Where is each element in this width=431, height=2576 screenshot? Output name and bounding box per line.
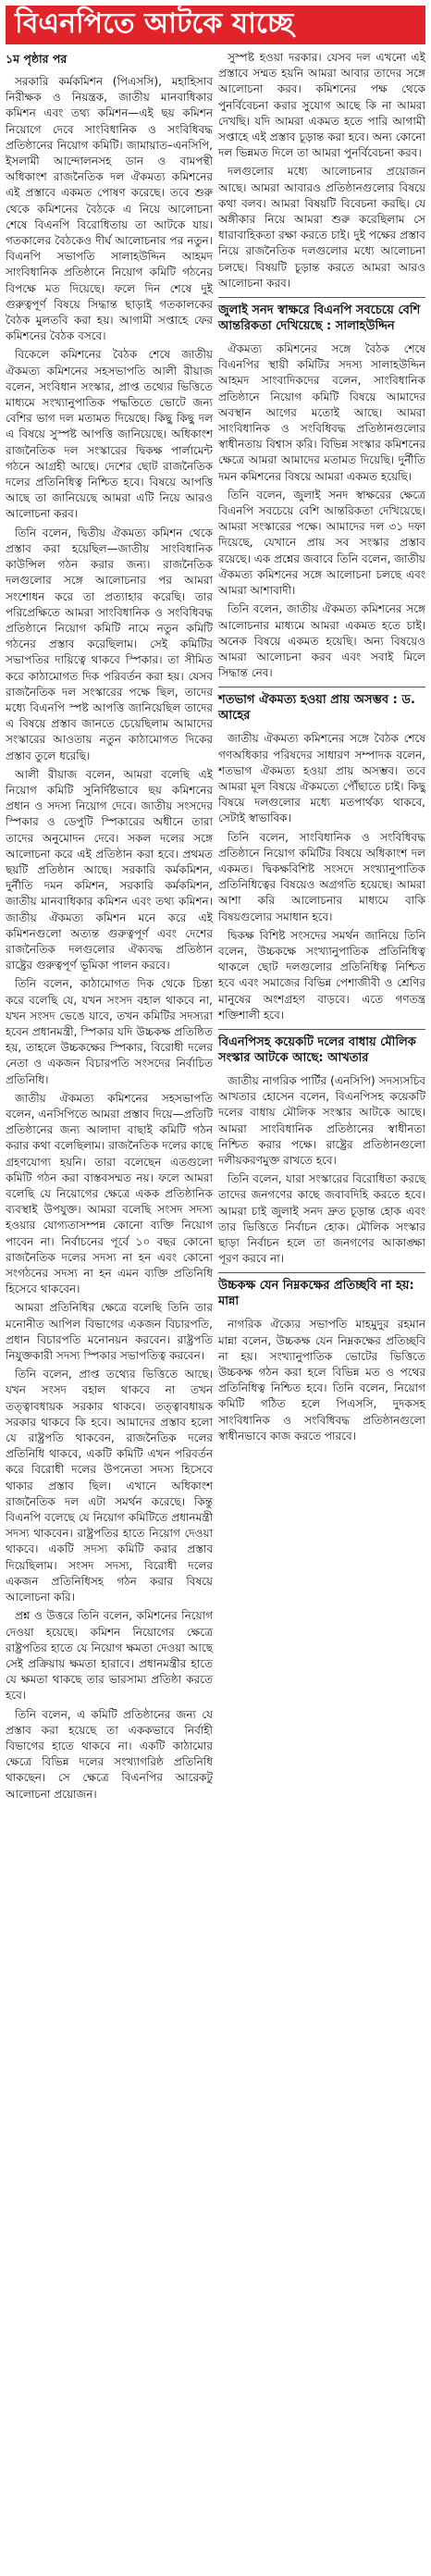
section-subheading-taher <box>218 687 425 727</box>
article-headline: বিএনপিতে আটকে যাচ্ছে <box>6 6 425 44</box>
body-paragraph: প্রশ্ন ও উত্তরে তিনি বলেন, কমিশনের নিয়োগ দেওয়া হয়েছে। কমিশন নিয়োগের ক্ষেত্রে রাষ্ট্রপতির হাতে যে নিয়োগ ক্ষমতা দেওয়া আছে সেই প্রক্রিয়ায় ক্ষমতা হারাবে। প্রধানমন্ত্রীর হাতে যে ক্ষমতা থাকছে তার ভারসাম্য প্রতিষ্ঠা করতে হবে। <box>6 1609 213 1703</box>
article-columns <box>6 50 425 1805</box>
left-column <box>6 50 213 1805</box>
body-paragraph: তিনি বলেন, জাতীয় ঐকমত্য কমিশনের সঙ্গে আলোচনার মাধ্যমে আমরা একমত হতে চাই। অনেক বিষয়ে একমত হয়েছি। অন্য বিষয়েও আমরা আলোচনা করব এবং সবাই মিলে সিদ্ধান্ত নেব। <box>218 602 425 680</box>
body-paragraph: বিকেলে কমিশনের বৈঠক শেষে জাতীয় ঐকমত্য কমিশনের সহসভাপতি আলী রীয়াজ বলেন, সংবিধান সংস্কার, প্রাপ্ত তথ্যের ভিত্তিতে মাধ্যমে সংখ্যানুপাতিক পদ্ধতিতে ভোটে জন্য বেশির ভাগ দল মতামত দিয়েছে। কিছু কিছু দল এ বিষয়ে সুস্পষ্ট আপত্তি জানিয়েছে। অধিকাংশ রাজনৈতিক দল সংস্কারের দ্বিকক্ষ পার্লামেন্ট গঠনে আগ্রহী আছে। দেশের ছোট রাজনৈতিক দলের প্রতিনিধিত্ব নিশ্চিত হবে। বিষয়ে আপত্তি আছে তা জানিয়েছে আমরা এটি নিয়ে আরও আলোচনা করব। <box>6 348 213 521</box>
subheading-text: শতভাগ ঐকমত্য হওয়া প্রায় অসম্ভব : ড. আহের <box>218 693 415 724</box>
body-paragraph: তিনি বলেন, সাংবিধানিক ও সংবিধিবদ্ধ প্রতিষ্ঠানে নিয়োগ কমিটির বিষয়ে অধিকাংশ দল একমত। দ্বিকক্ষবিশিষ্ট সংসদে সংখ্যানুপাতিক প্রতিনিধিত্বের বিষয়েও অগ্রগতি হয়েছে। আমরা আশা করি আলোচনার মাধ্যমে বাকি বিষয়গুলোর সমাধান হবে। <box>218 830 425 923</box>
body-paragraph: জাতীয় নাগরিক পার্টির (এনসিপি) সদস্যসচিব আখতার হোসেন বলেন, বিএনপিসহ কয়েকটি দলের বাধায় মৌলিক সংস্কার আটকে আছে। আমরা সাংবিধানিক প্রতিষ্ঠানের স্বাধীনতা নিশ্চিত করার পক্ষে। রাষ্ট্রের প্রতিষ্ঠানগুলো দলীয়করণমুক্ত রাখতে হবে। <box>218 1073 425 1167</box>
body-paragraph: সরকারি কর্মকমিশন (পিএসসি), মহাহিসাব নিরীক্ষক ও নিয়ন্ত্রক, জাতীয় মানবাধিকার কমিশন এবং তথ্য কমিশন—এই ছয় কমিশন নিয়োগে দেবে সাংবিধানিক ও সংবিধিবদ্ধ প্রতিষ্ঠানের নিয়োগ কমিটি। জামায়াত–এনসিপি, ইসলামী আন্দোলনসহ ডান ও বামপন্থী অধিকাংশ রাজনৈতিক দল ঐকমত্য কমিশনের এই প্রস্তাবে একমত পোষণ করেছে। তবে শুরু থেকে কমিশনের বৈঠকে এ নিয়ে আলোচনা শেষে বিএনপি বিরোধিতায় তা আটকে যায়। গতকালের বৈঠকেও দীর্ঘ আলোচনার পর নতুন। বিএনপি সভাপতি সালাহউদ্দিন আহমদ সাংবিধানিক প্রতিষ্ঠানে নিয়োগ কমিটি গঠনের বিপক্ষে মত দিয়েছে। ফলে দিন শেষে দুই গুরুত্বপূর্ণ বিষয়ে সিদ্ধান্ত ছাড়াই গতকালকের বৈঠক মুলতবি করা হয়। আগামী সপ্তাহে ফের কমিশনের বৈঠক বসবে। <box>6 75 213 343</box>
body-paragraph: জাতীয় ঐকমত্য কমিশনের সঙ্গে বৈঠক শেষে গণঅধিকার পরিষদের সাধারণ সম্পাদক বলেন, শতভাগ ঐকমত্য হওয়া প্রায় অসম্ভব। তবে আমরা মূল বিষয়ে ঐকমত্যে পৌঁছাতে চাই। কিছু বিষয়ে দলগুলোর মধ্যে মতপার্থক্য থাকবে, সেটাই স্বাভাবিক। <box>218 732 425 825</box>
continuation-note: ১ম পৃষ্ঠার পর <box>6 52 68 66</box>
body-paragraph: তিনি বলেন, জুলাই সনদ স্বাক্ষরের ক্ষেত্রে বিএনপি সবচেয়ে বেশি আন্তরিকতা দেখিয়েছে। আমরা সংস্কারের পক্ষে। আমাদের দল ৩১ দফা দিয়েছে, যেখানে প্রায় সব সংস্কার প্রস্তাব রয়েছে। এক প্রশ্নের জবাবে তিনি বলেন, জাতীয় ঐকমত্য কমিশনের সঙ্গে আলোচনা চলছে এবং আমরা আশাবাদী। <box>218 488 425 598</box>
right-column <box>218 50 425 1805</box>
body-paragraph: আলী রীয়াজ বলেন, আমরা বলেছি এই নিয়োগ কমিটি সুনির্দিষ্টভাবে ছয় কমিশনের প্রধান ও সদস্য নিয়োগ দেবে। জাতীয় সংসদের স্পিকার ও ডেপুটি স্পিকারের অধীনে তারা তাদের অনুমোদন দেবে। সকল দলের সঙ্গে আলোচনা করে এই প্রতিষ্ঠান করা হবে। প্রথমত ছয়টি প্রতিষ্ঠান আছে। সরকারি কর্মকমিশন, দুর্নীতি দমন কমিশন, সরকারি কর্মকমিশন, জাতীয় মানবাধিকার কমিশন এবং তথ্য কমিশন। জাতীয় ঐকমত্য কমিশন মনে করে এই কমিশনগুলো অত্যন্ত গুরুত্বপূর্ণ এবং দেশের রাজনৈতিক দলগুলোর ঐক্যবদ্ধ প্রতিষ্ঠান রাষ্ট্রের গুরুত্বপূর্ণ ভূমিকা পালন করবে। <box>6 767 213 972</box>
body-paragraph: তিনি বলেন, প্রাপ্ত তথ্যের ভিত্তিতে আছে। যখন সংসদ বহাল থাকবে না তখন তত্ত্বাবধায়ক সরকার থাকবে। তত্ত্বাবধায়ক সরকার থাকবে কি হবে। আমাদের প্রস্তাব হলো যে রাষ্ট্রপতি থাকবেন, রাজনৈতিক দলের প্রতিনিধি থাকবে, একটি কমিটি এখন পরিবর্তন করে বিরোধী দলের উপনেতা সদস্য হিসেবে থাকার প্রস্তাব ছিল। এখানে অধিকাংশ রাজনৈতিক দল এটা সমর্থন করেছে। কিন্তু বিএনপি বলেছে যে নিয়োগ কমিটিতে প্রধানমন্ত্রী সদস্য থাকবেন। রাষ্ট্রপতির হাতে নিয়োগ দেওয়া থাকবে। একটি সদস্য কমিটি করার প্রস্তাব দিয়েছিলাম। সংসদ সদস্য, বিরোধী দলের একজন প্রতিনিধিসহ গঠন করার বিষয়ে আলোচনা করি। <box>6 1368 213 1604</box>
subheading-text: বিএনপিসহ কয়েকটি দলের বাধায় মৌলিক সংস্কার আটকে আছে: আখতার <box>218 1034 416 1065</box>
body-paragraph: তিনি বলেন, যারা সংস্কারের বিরোধিতা করছে তাদের জনগণের কাছে জবাবদিহি করতে হবে। আমরা চাই জুলাই সনদ দ্রুত চূড়ান্ত হোক এবং তার ভিত্তিতে নির্বাচন হোক। মৌলিক সংস্কার ছাড়া নির্বাচন হলে তা জনগণের আকাঙ্ক্ষা পূরণ করবে না। <box>218 1172 425 1266</box>
body-paragraph: তিনি বলেন, এ কমিটি প্রতিষ্ঠানের জন্য যে প্রস্তাব করা হয়েছে তা এককভাবে নির্বাহী বিভাগের হাতে থাকবে না। একটি কাঠামোর ক্ষেত্রে বিভিন্ন দলের সংখ্যাগরিষ্ঠ প্রতিনিধি থাকছেন। সে ক্ষেত্রে বিএনপির আরেকটু আলোচনা প্রয়োজন। <box>6 1707 213 1801</box>
subheading-text: উচ্চকক্ষ যেন নিম্নকক্ষের প্রতিচ্ছবি না হয়: মান্না <box>218 1279 414 1309</box>
body-paragraph: তিনি বলেন, কাঠামোগত দিক থেকে চিন্তা করে বলেছি যে, যখন সংসদ বহাল থাকবে না, যখন সংসদ ভেঙে যাবে, তখন কমিটির সদস্যরা হবেন প্রধানমন্ত্রী, স্পিকার যদি উচ্চকক্ষ প্রতিষ্ঠিত হয়, তাহলে উচ্চকক্ষের স্পিকার, বিরোধী দলের নেতা ও একজন বিচারপতি সংসদের নির্বাচিত প্রতিনিধি। <box>6 977 213 1086</box>
section-subheading-akhtar <box>218 1029 425 1070</box>
body-paragraph: আমরা প্রতিনিধির ক্ষেত্রে বলেছি তিনি তার মনোনীত আপিল বিভাগের একজন বিচারপতি, প্রধান বিচারপতি মনোনয়ন করবেন। রাষ্ট্রপতি নিযুক্তকারী সদস্য স্পিকার সভাপতিত্ব করবেন। <box>6 1301 213 1363</box>
body-paragraph: নাগরিক ঐক্যের সভাপতি মাহমুদুর রহমান মান্না বলেন, উচ্চকক্ষ যেন নিম্নকক্ষের প্রতিচ্ছবি না হয়। সংখ্যানুপাতিক ভোটের ভিত্তিতে উচ্চকক্ষ গঠন করা হলে বিভিন্ন মত ও পথের প্রতিনিধিত্ব নিশ্চিত হবে। তিনি বলেন, নিয়োগ কমিটি গঠিত হলে পিএসসি, দুদকসহ সাংবিধানিক ও সংবিধিবদ্ধ প্রতিষ্ঠানগুলো স্বাধীনভাবে কাজ করতে পারবে। <box>218 1318 425 1443</box>
body-paragraph: দলগুলোর মধ্যে আলোচনার প্রয়োজন আছে। আমরা আবারও প্রতিষ্ঠানগুলোর বিষয়ে কথা বলব। আমরা বিষয়টি বিবেচনা করছি। যে অঙ্গীকার নিয়ে আমরা শুরু করেছিলাম সে ধারাবাহিকতা রক্ষা করতে চাই। দুই পক্ষের প্রস্তাব নিয়ে রাজনৈতিক দলগুলোর মধ্যে আলোচনা চলছে। বিষয়টি চূড়ান্ত করতে আমরা আরও আলোচনা করব। <box>218 165 425 290</box>
body-paragraph: দ্বিকক্ষ বিশিষ্ট সংসদের সমর্থন জানিয়ে তিনি বলেন, উচ্চকক্ষে সংখ্যানুপাতিক প্রতিনিধিত্ব থাকলে ছোট দলগুলোর প্রতিনিধিত্ব নিশ্চিত হবে এবং সমাজের বিভিন্ন পেশাজীবী ও শ্রেণির মানুষের অংশগ্রহণ বাড়বে। এতে গণতন্ত্র শক্তিশালী হবে। <box>218 928 425 1022</box>
body-paragraph: জাতীয় ঐকমত্য কমিশনের সহসভাপতি বলেন, এনসিপিতে আমরা প্রস্তাব দিয়ে—প্রতিটি প্রতিষ্ঠানের জন্য আলাদা বাছাই কমিটি গঠন করার কথা বলেছিলাম। রাজনৈতিক দলের কাছে গ্রহণযোগ্য হয়নি। তারা বলেছেন এতগুলো কমিটি গঠন করা বাস্তবসম্মত নয়। ফলে আমরা বলেছি যে নিয়োগের ক্ষেত্রে একক প্রতিষ্ঠানিক ব্যবস্থাই উপযুক্ত। আমরা বলেছি সংসদ সদস্য হওয়ার যোগ্যতাসম্পন্ন কোনো ব্যক্তি নিয়োগ পাবেন না। নির্বাচনের পূর্বে ১০ বছর কোনো রাজনৈতিক দলের সদস্য না হন এবং কোনো সংগঠনের সদস্য না হন এমন ব্যক্তি প্রতিনিধি হিসেবে থাকবেন। <box>6 1091 213 1296</box>
body-paragraph: তিনি বলেন, দ্বিতীয় ঐকমত্য কমিশন থেকে প্রস্তাব করা হয়েছিল—জাতীয় সাংবিধানিক কাউন্সিল গঠন করার জন্য। রাজনৈতিক দলগুলোর সঙ্গে আলোচনার পর আমরা সংশোধন করে তা প্রত্যাহার করেছি। তার পরিপ্রেক্ষিতে আমরা সাংবিধানিক ও সংবিধিবদ্ধ প্রতিষ্ঠানে নিয়োগ কমিটি নামে নতুন কমিটি গঠনের প্রস্তাব করেছিলাম। সেই কমিটির সভাপতির দায়িত্বে থাকবে স্পিকার। তা সীমিত করে কাঠামোগত দিক পরিবর্তন করা হয়। যেসব রাজনৈতিক দল সংস্কারের পক্ষে ছিল, তাদের মধ্যে বিএনপি স্পষ্ট আপত্তি জানিয়েছিল তাদের এ বিষয়ে প্রস্তাব জানতে চেয়েছিলাম আমাদের সংস্কারের আওতায় নতুন কাঠামোগত দিকের প্রস্তাব তুলে ধরেছি। <box>6 526 213 762</box>
body-paragraph: সুস্পষ্ট হওয়া দরকার। যেসব দল এখনো এই প্রস্তাবে সম্মত হয়নি আমরা আবার তাদের সঙ্গে আলোচনা করব। কমিশনের পক্ষ থেকে পুনর্বিবেচনা করার সুযোগ আছে কি না আমরা দেখছি। যদি আমরা একমত হতে পারি আগামী সপ্তাহে এই প্রস্তাব চূড়ান্ত করা হবে। অন্য কোনো দল ভিন্নমত দিলে তা আমরা পুনর্বিবেচনা করব। <box>218 51 425 160</box>
subheading-text: জুলাই সনদ স্বাক্ষরে বিএনপি সবচেয়ে বেশি আন্তরিকতা দেখিয়েছে : সালাহউদ্দিন <box>218 303 421 334</box>
section-subheading-manna <box>218 1272 425 1313</box>
body-paragraph: ঐকমত্য কমিশনের সঙ্গে বৈঠক শেষে বিএনপির স্থায়ী কমিটির সদস্য সালাহউদ্দিন আহমদ সাংবাদিকদের বলেন, সাংবিধানিক প্রতিষ্ঠানে নিয়োগ কমিটি বিষয়ে আমাদের অবস্থান আগের মতোই আছে। আমরা সাংবিধানিক ও সংবিধিবদ্ধ প্রতিষ্ঠানগুলোর স্বাধীনতায় বিশ্বাস করি। বিভিন্ন সংস্কার কমিশনের ক্ষেত্রে আমরা আমাদের মতামত দিয়েছি। দুর্নীতি দমন কমিশনের বিষয়ে আমরা একমত হয়েছি। <box>218 342 425 483</box>
section-subheading-salahuddin <box>218 297 425 338</box>
